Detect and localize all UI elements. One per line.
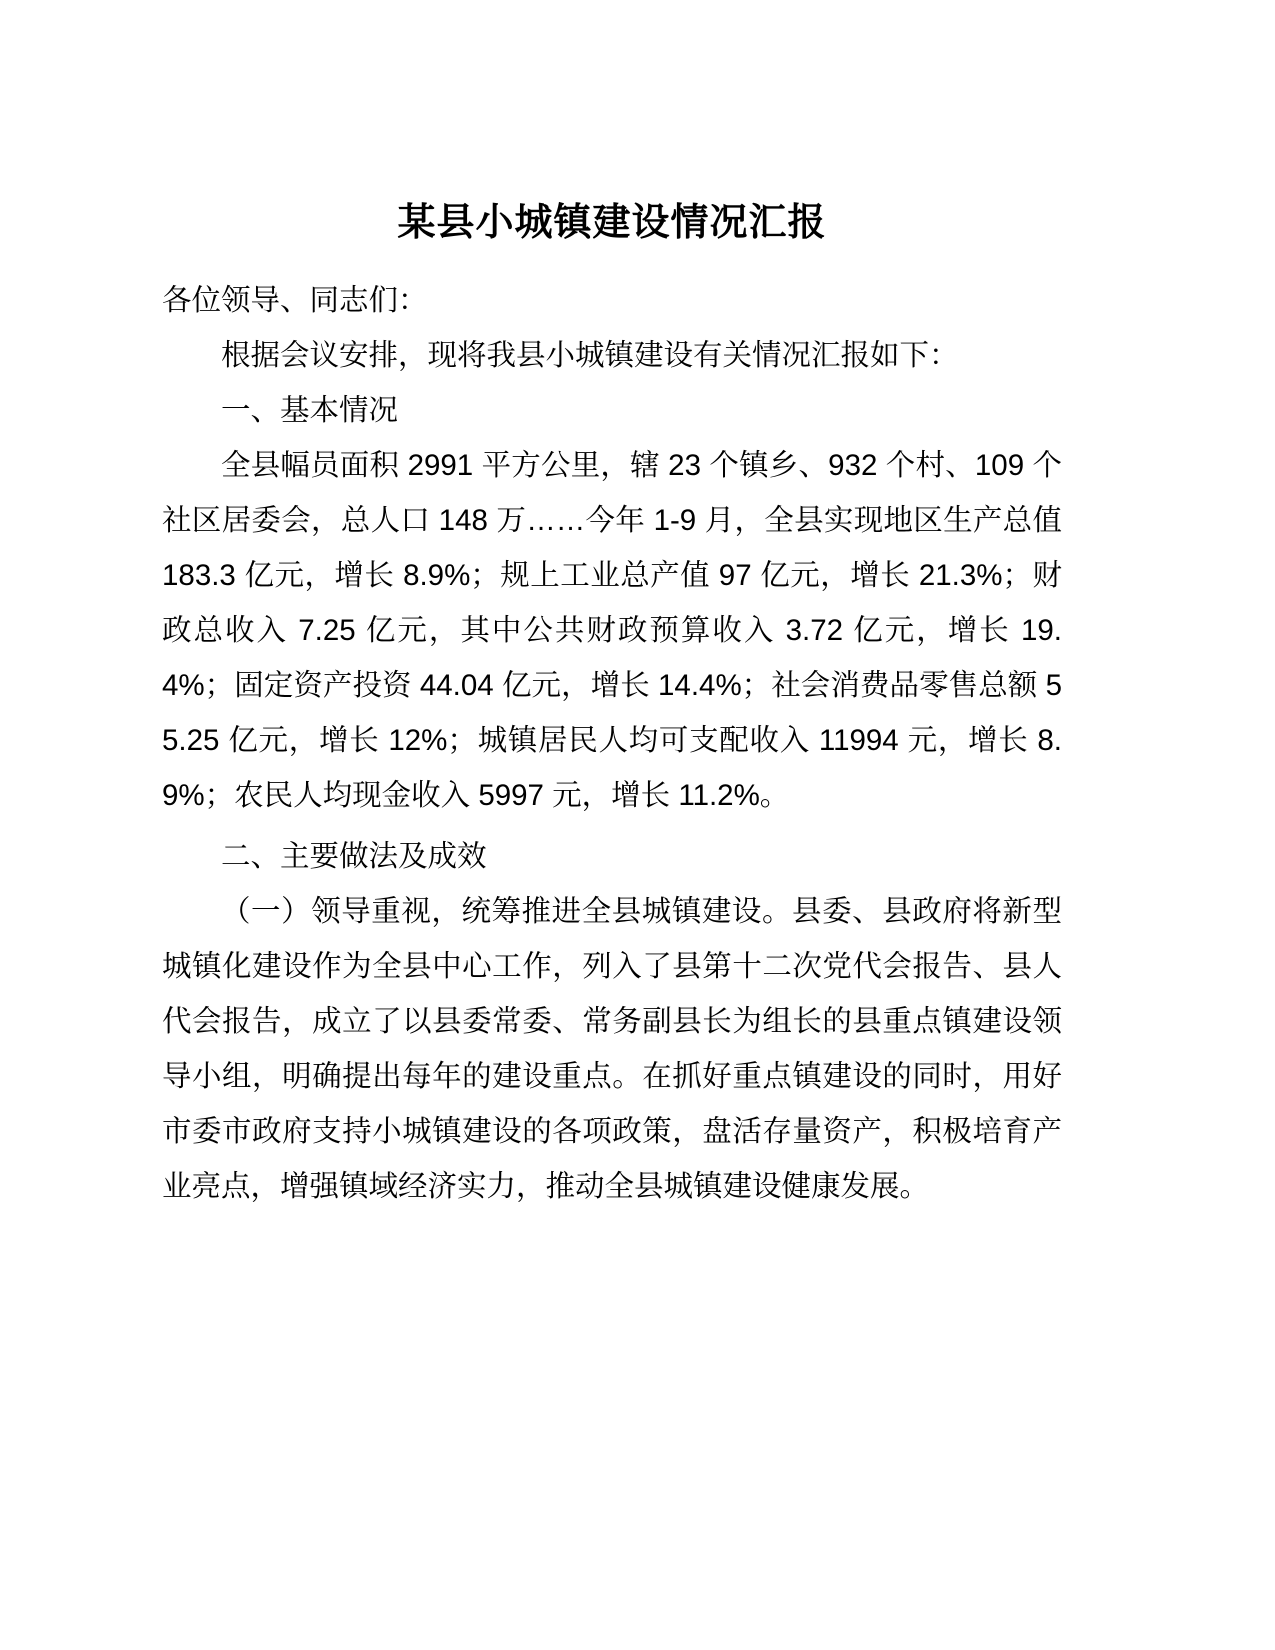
section-heading-2: 二、主要做法及成效 xyxy=(221,840,487,874)
salutation-paragraph: 各位领导、同志们： xyxy=(162,284,428,318)
intro-paragraph: 根据会议安排，现将我县小城镇建设有关情况汇报如下： xyxy=(221,339,959,373)
section-heading-1: 一、基本情况 xyxy=(221,394,399,428)
section-1-paragraph-1: 全县幅员面积 2991 平方公里，辖 23 个镇乡、932 个村、109 个社区居委会，总人口 148 万……今年 1-9 月，全县实现地区生产总值 183.3 亿元，增长 8.9%；规上工业总产值 97 亿元，增长 21.3%；财政总收入 7.25 亿元，其中公共财政预算收入 3.72 亿元，增长 19.4%；固定资产投资 44.04 亿元，增长 14.4%；社会消费品零售总额 55.25 亿元，增长 12%；城镇居民人均可支配收入 11994 元，增长 8.9%；农民人均现金收入 5997 元，增长 11.2%。 xyxy=(162,449,1062,813)
document-body xyxy=(162,196,1062,1214)
section-2-paragraph-1: （一）领导重视，统筹推进全县城镇建设。县委、县政府将新型城镇化建设作为全县中心工作，列入了县第十二次党代会报告、县人代会报告，成立了以县委常委、常务副县长为组长的县重点镇建设领导小组，明确提出每年的建设重点。在抓好重点镇建设的同时，用好市委市政府支持小城镇建设的各项政策，盘活存量资产，积极培育产业亮点，增强镇域经济实力，推动全县城镇建设健康发展。 xyxy=(162,895,1062,1204)
page-title: 某县小城镇建设情况汇报 xyxy=(397,202,827,244)
